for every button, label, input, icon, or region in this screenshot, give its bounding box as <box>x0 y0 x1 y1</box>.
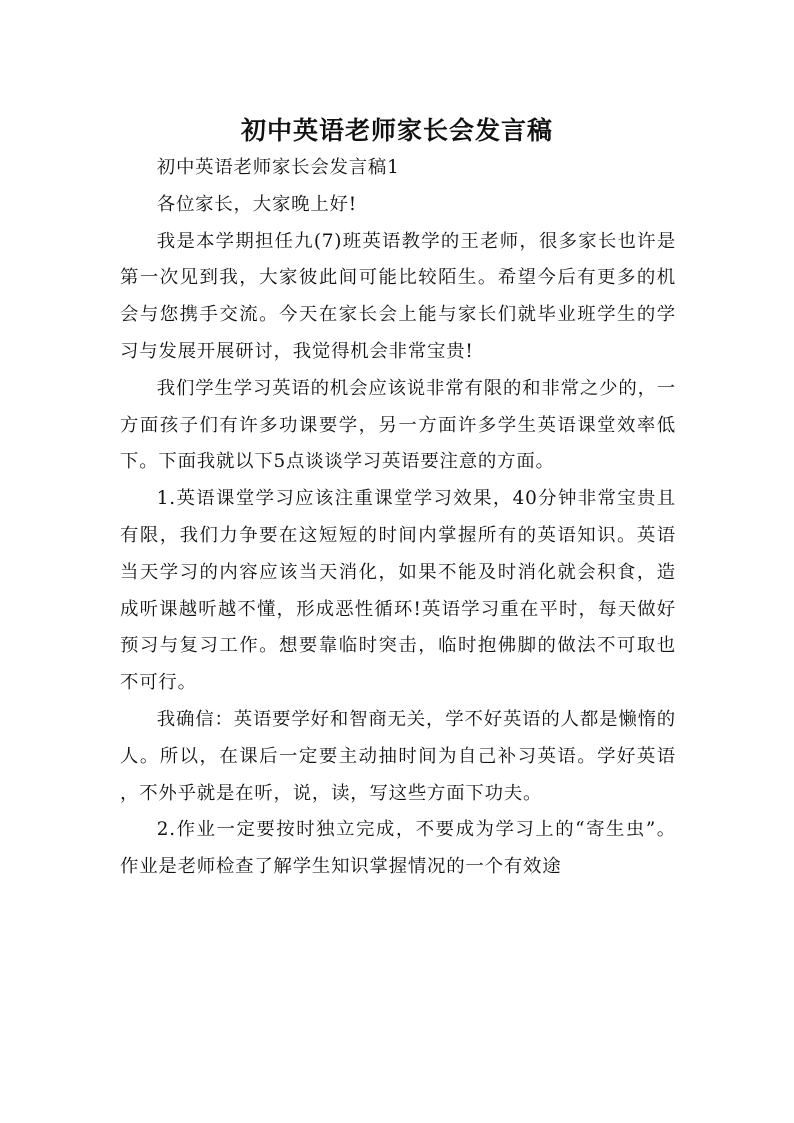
section-heading: 初中英语老师家长会发言稿1 <box>156 157 400 178</box>
point-one-paragraph: 1.英语课堂学习应该注重课堂学习效果，40分钟非常宝贵且有限，我们力争要在这短短的时间内掌握所有的英语知识。英语当天学习的内容应该当天消化，如果不能及时消化就会积食，造成听课越听越不懂，形成恶性循环!英语学习重在平时，每天做好预习与复习工作。想要靠临时突击，临时抱佛脚的做法不可取也不可行。 <box>120 488 676 694</box>
learning-opportunity-paragraph: 我们学生学习英语的机会应该说非常有限的和非常之少的，一方面孩子们有许多功课要学，另一方面许多学生英语课堂效率低下。下面我就以下5点谈谈学习英语要注意的方面。 <box>120 377 676 473</box>
greeting-paragraph: 各位家长，大家晚上好! <box>156 193 357 215</box>
document-body <box>120 150 676 886</box>
point-two-paragraph: 2.作业一定要按时独立完成，不要成为学习上的“寄生虫”。作业是老师检查了解学生知识掌握情况的一个有效途 <box>120 819 676 878</box>
introduction-paragraph: 我是本学期担任九(7)班英语教学的王老师，很多家长也许是第一次见到我，大家彼此间可能比较陌生。希望今后有更多的机会与您携手交流。今天在家长会上能与家长们就毕业班学生的学习与发展开展研讨，我觉得机会非常宝贵! <box>120 230 676 362</box>
belief-paragraph: 我确信：英语要学好和智商无关，学不好英语的人都是懒惰的人。所以，在课后一定要主动抽时间为自己补习英语。学好英语，不外乎就是在听，说，读，写这些方面下功夫。 <box>120 708 676 804</box>
document-title: 初中英语老师家长会发言稿 <box>240 115 553 145</box>
